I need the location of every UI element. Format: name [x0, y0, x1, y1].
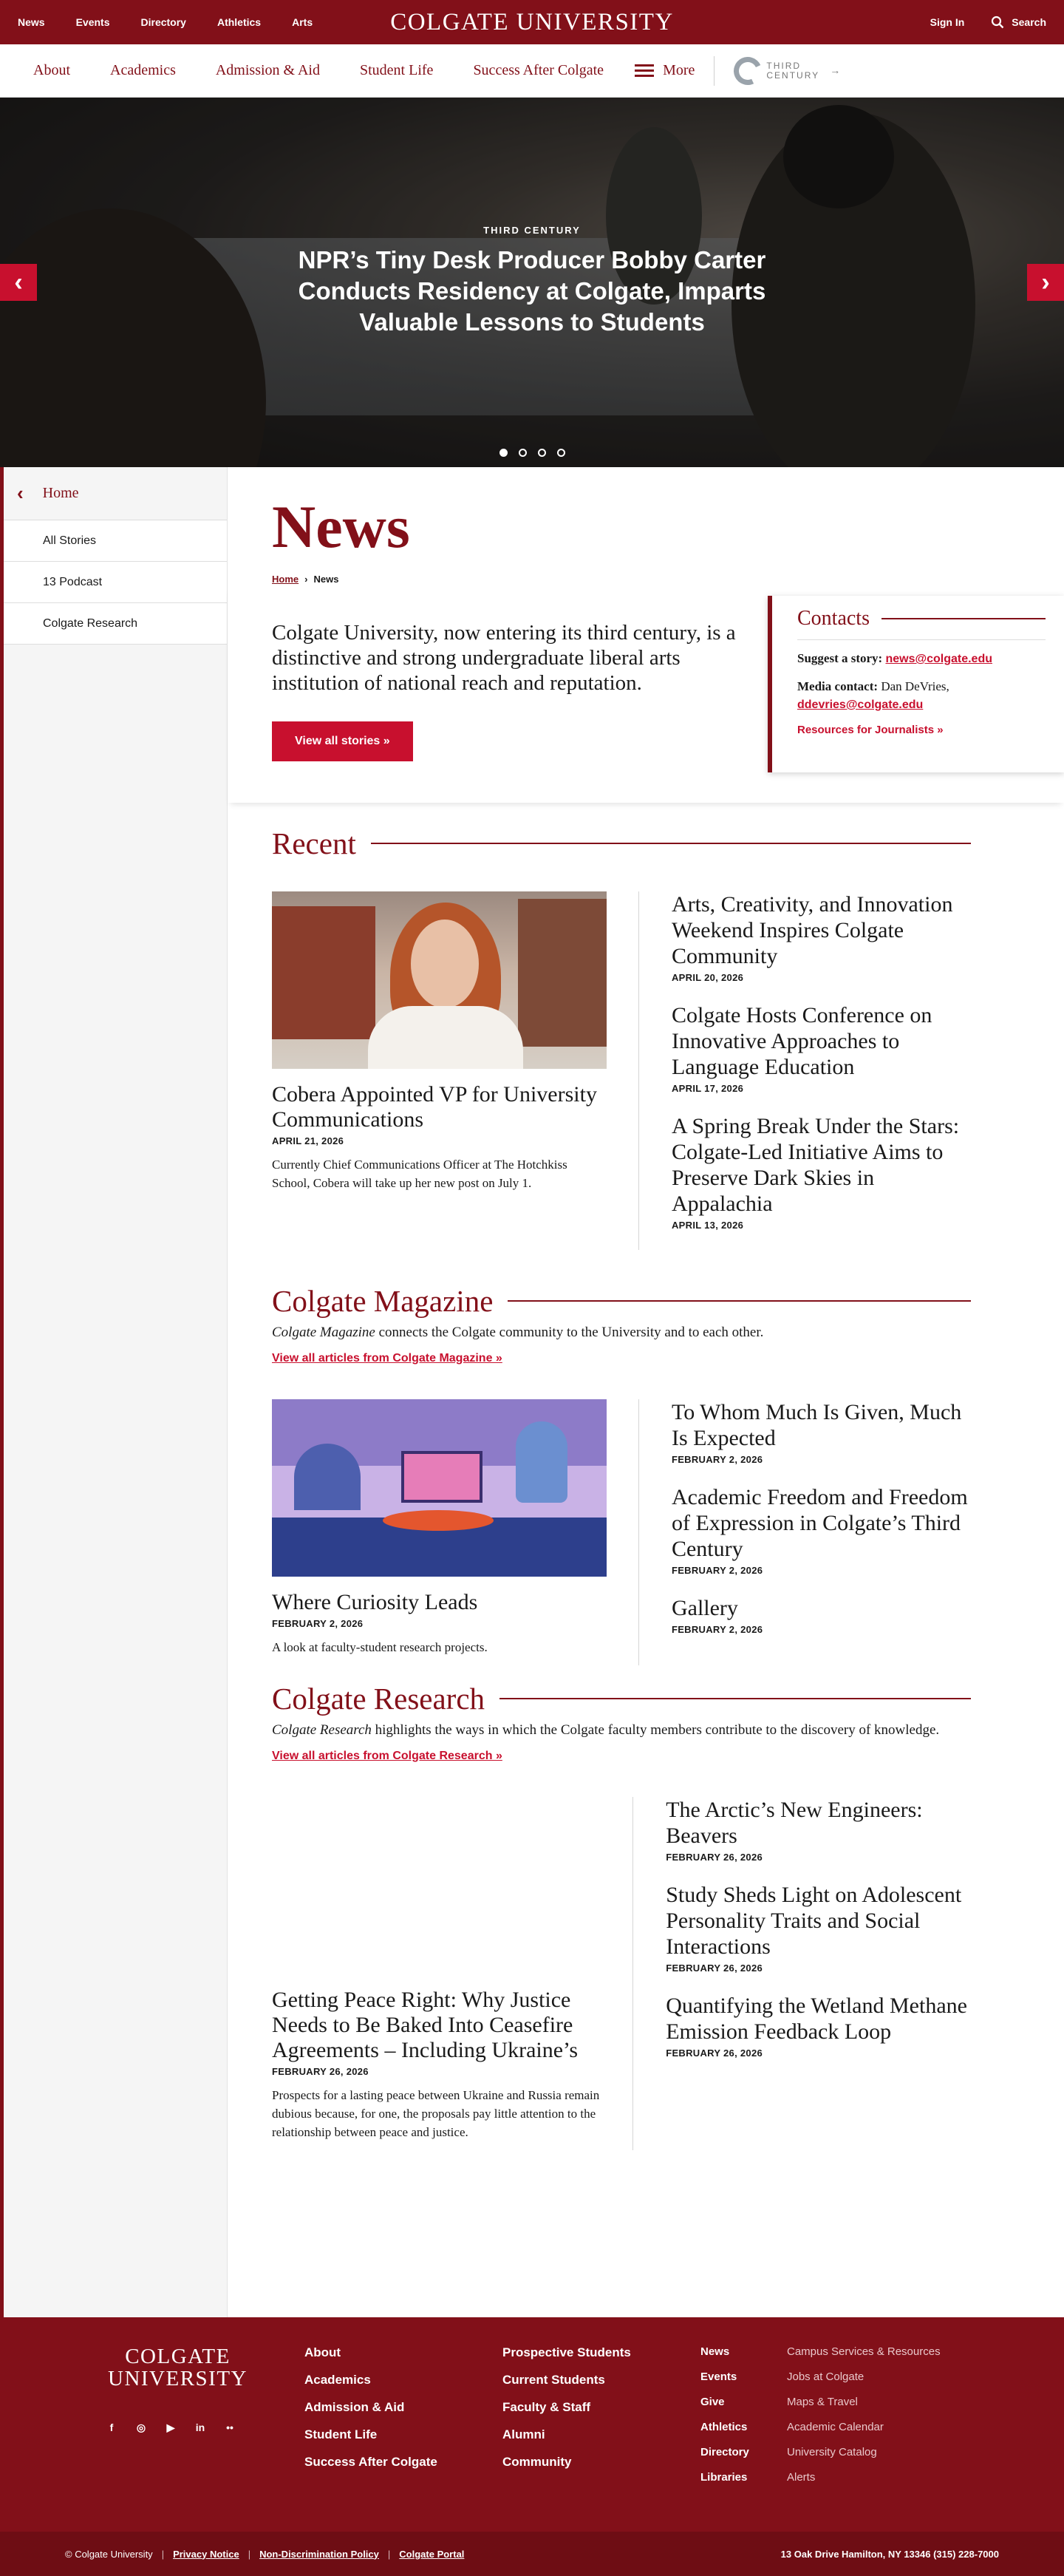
resources-journalists-link[interactable]: Resources for Journalists »	[797, 724, 944, 736]
nav-academics[interactable]: Academics	[110, 62, 176, 78]
intro-text: Colgate University, now entering its third century, is a distinctive and strong undergraduate liberal arts institution of national reach and reputation.	[272, 621, 736, 695]
recent-feature-story[interactable]	[272, 891, 607, 1250]
main-nav	[0, 44, 1064, 98]
story-date: FEBRUARY 2, 2026	[671, 1624, 763, 1635]
nav-about[interactable]: About	[33, 62, 70, 78]
research-view-all-link[interactable]: View all articles from Colgate Research »	[272, 1750, 502, 1762]
footer-link[interactable]: University Catalog	[787, 2446, 877, 2458]
footer-link[interactable]: Give	[700, 2396, 725, 2408]
magazine-feature-story[interactable]	[272, 1399, 607, 1665]
list-item[interactable]	[672, 1595, 971, 1635]
footer-link[interactable]: Maps & Travel	[787, 2396, 858, 2408]
story-title[interactable]: Quantifying the Wetland Methane Emission Feedback Loop	[666, 1994, 967, 2044]
story-date: FEBRUARY 26, 2026	[666, 1962, 763, 1974]
footer-col-4	[787, 2345, 941, 2496]
non-discrimination-link[interactable]: Non-Discrimination Policy	[259, 2548, 379, 2560]
hero-headline[interactable]: NPR’s Tiny Desk Producer Bobby Carter Conducts Residency at Colgate, Imparts Valuable Lessons to Students	[298, 246, 766, 336]
youtube-icon[interactable]: ▶	[166, 2421, 175, 2433]
recent-story-list	[672, 891, 971, 1250]
magazine-description: Colgate Magazine connects the Colgate community to the University and to each other.	[272, 1325, 764, 1340]
legal-separator: |	[387, 2548, 391, 2560]
utility-link-events[interactable]: Events	[75, 16, 110, 28]
contacts-divider	[797, 639, 1046, 640]
arrow-right-icon: →	[830, 64, 842, 77]
legal-separator: |	[248, 2548, 251, 2560]
sidebar-item-13-podcast[interactable]: 13 Podcast	[4, 562, 227, 603]
list-item[interactable]	[672, 1399, 971, 1465]
feature-title[interactable]: Where Curiosity Leads	[272, 1590, 478, 1614]
chevron-right-icon: ›	[1041, 268, 1050, 296]
research-feature-story[interactable]	[272, 1797, 601, 2150]
breadcrumb-home[interactable]: Home	[272, 574, 299, 585]
footer-link[interactable]: Academics	[304, 2373, 371, 2387]
footer-link[interactable]: Current Students	[502, 2373, 605, 2387]
research-section	[228, 1665, 971, 2195]
story-title[interactable]: The Arctic’s New Engineers: Beavers	[666, 1798, 923, 1848]
third-century-logo[interactable]	[734, 57, 842, 85]
footer-link[interactable]: Campus Services & Resources	[787, 2345, 941, 2358]
suggest-email-link[interactable]: news@colgate.edu	[885, 653, 992, 665]
sidebar-list	[4, 520, 227, 645]
footer-link[interactable]: Alumni	[502, 2427, 545, 2441]
section-sidebar	[0, 467, 228, 2317]
sidebar-home-link[interactable]	[4, 467, 227, 520]
feature-summary: Prospects for a lasting peace between Ukraine and Russia remain dubious because, for one, the proposals pay little attention to the relationship between peace and justice.	[272, 2088, 600, 2139]
hero-carousel	[0, 98, 1064, 467]
story-date: APRIL 20, 2026	[671, 972, 744, 983]
footer-col-3	[700, 2345, 749, 2496]
carousel-dot[interactable]	[499, 449, 508, 457]
story-title[interactable]: Gallery	[671, 1596, 738, 1620]
utility-link-news[interactable]: News	[18, 16, 45, 28]
list-item[interactable]	[672, 1484, 971, 1576]
magazine-title: Colgate Magazine	[272, 1284, 494, 1318]
footer-link[interactable]: Events	[700, 2371, 737, 2383]
menu-icon	[635, 64, 654, 77]
list-item[interactable]	[672, 891, 971, 983]
breadcrumb-current: News	[313, 574, 339, 585]
footer-link[interactable]: Libraries	[700, 2471, 748, 2484]
media-label: Media contact:	[797, 679, 879, 693]
third-century-text: THIRD CENTURY	[766, 60, 820, 81]
feature-date: APRIL 21, 2026	[272, 1135, 344, 1146]
third-century-ring-icon	[730, 52, 766, 89]
footer-link[interactable]: Directory	[700, 2446, 749, 2458]
instagram-icon[interactable]: ◎	[136, 2421, 146, 2433]
magazine-story-list	[672, 1399, 971, 1665]
sidebar-home-label: Home	[42, 485, 79, 501]
story-date: APRIL 13, 2026	[671, 1220, 744, 1231]
story-date: FEBRUARY 2, 2026	[671, 1565, 763, 1576]
footer-link[interactable]: About	[304, 2345, 341, 2359]
research-description: Colgate Research highlights the ways in which the Colgate faculty members contribute to the discovery of knowledge.	[272, 1722, 940, 1738]
carousel-dot[interactable]	[519, 449, 527, 457]
media-name: Dan DeVries,	[881, 679, 949, 693]
footer-link[interactable]: Success After Colgate	[304, 2455, 437, 2469]
feature-date: FEBRUARY 26, 2026	[272, 2066, 369, 2077]
footer-col-2	[502, 2345, 631, 2482]
story-title[interactable]: Arts, Creativity, and Innovation Weekend Inspires Colgate Community	[671, 892, 953, 968]
column-divider	[638, 891, 639, 1250]
feature-photo	[272, 891, 607, 1069]
research-grid	[272, 1797, 971, 2150]
search-icon	[991, 16, 1004, 29]
nav-more-button[interactable]	[635, 62, 695, 79]
feature-title[interactable]: Cobera Appointed VP for University Communications	[272, 1082, 597, 1132]
recent-grid	[272, 891, 971, 1250]
feature-summary: Currently Chief Communications Officer at The Hotchkiss School, Cobera will take up her new post on July 1.	[272, 1158, 567, 1190]
story-date: FEBRUARY 26, 2026	[666, 1852, 763, 1863]
suggest-label: Suggest a story:	[797, 651, 883, 665]
sign-in-link[interactable]: Sign In	[930, 16, 965, 28]
chevron-left-icon: ‹	[14, 268, 23, 296]
footer-link[interactable]: Alerts	[787, 2471, 816, 2484]
story-title[interactable]: Study Sheds Light on Adolescent Personality Traits and Social Interactions	[666, 1883, 962, 1959]
nav-more-label: More	[663, 62, 695, 78]
main-content	[228, 467, 1064, 2317]
nav-divider	[714, 56, 715, 86]
research-story-list	[666, 1797, 971, 2150]
chevron-left-icon: ‹	[17, 482, 24, 504]
sidebar-item-all-stories[interactable]: All Stories	[4, 520, 227, 562]
flickr-icon[interactable]: ••	[226, 2422, 233, 2433]
page-title: News	[272, 493, 410, 560]
search-button[interactable]	[991, 16, 1046, 29]
footer-link[interactable]: Academic Calendar	[787, 2421, 884, 2433]
breadcrumb	[272, 574, 1064, 585]
list-item[interactable]	[666, 1797, 971, 1863]
contacts-heading: Contacts	[797, 607, 1064, 631]
story-date: APRIL 17, 2026	[671, 1083, 744, 1094]
story-title[interactable]: A Spring Break Under the Stars: Colgate-Led Initiative Aims to Preserve Dark Skies in Appalachia	[671, 1114, 960, 1216]
list-item[interactable]	[666, 1993, 971, 2059]
utility-links	[18, 16, 313, 28]
magazine-view-all-link[interactable]: View all articles from Colgate Magazine »	[272, 1352, 502, 1365]
linkedin-icon[interactable]: in	[195, 2422, 205, 2433]
recent-section	[228, 803, 971, 1250]
feature-title[interactable]: Getting Peace Right: Why Justice Needs to Be Baked Into Ceasefire Agreements – Including Ukraine’s	[272, 1988, 579, 2062]
carousel-dot[interactable]	[557, 449, 565, 457]
site-footer	[0, 2317, 1064, 2532]
legal-separator: |	[161, 2548, 165, 2560]
feature-summary: A look at faculty-student research projects.	[272, 1640, 488, 1654]
magazine-grid	[272, 1399, 971, 1665]
research-heading	[272, 1680, 971, 1717]
column-divider	[632, 1797, 633, 2150]
list-item[interactable]	[666, 1882, 971, 1974]
footer-logo[interactable]: COLGATE UNIVERSITY	[108, 2345, 248, 2390]
view-all-stories-button[interactable]: View all stories »	[272, 721, 413, 761]
story-title[interactable]: Academic Freedom and Freedom of Expression in Colgate’s Third Century	[671, 1485, 968, 1561]
feature-illustration	[272, 1399, 607, 1577]
colgate-portal-link[interactable]: Colgate Portal	[399, 2548, 465, 2560]
footer-link[interactable]: Community	[502, 2455, 572, 2469]
media-email-link[interactable]: ddevries@colgate.edu	[797, 699, 924, 711]
nav-admission-aid[interactable]: Admission & Aid	[215, 62, 320, 78]
recent-heading	[272, 825, 971, 862]
intro-band	[228, 585, 1064, 803]
hero-caption	[0, 225, 1064, 338]
utility-bar	[0, 0, 1064, 44]
sidebar-item-colgate-research[interactable]: Colgate Research	[4, 603, 227, 645]
nav-success-after-colgate[interactable]: Success After Colgate	[473, 62, 604, 78]
contacts-card	[768, 596, 1064, 772]
utility-link-directory[interactable]: Directory	[140, 16, 186, 28]
magazine-heading	[272, 1282, 971, 1319]
carousel-prev-button[interactable]	[0, 264, 37, 301]
search-label: Search	[1012, 16, 1046, 28]
research-title: Colgate Research	[272, 1682, 485, 1716]
recent-title: Recent	[272, 826, 356, 860]
story-date: FEBRUARY 26, 2026	[666, 2047, 763, 2059]
intro-left	[228, 585, 745, 803]
footer-link[interactable]: News	[700, 2345, 730, 2358]
privacy-notice-link[interactable]: Privacy Notice	[173, 2548, 239, 2560]
page-header	[228, 467, 1064, 585]
media-contact	[797, 678, 1048, 714]
social-links	[103, 2419, 238, 2436]
feature-date: FEBRUARY 2, 2026	[272, 1618, 364, 1629]
utility-link-arts[interactable]: Arts	[292, 16, 313, 28]
facebook-icon[interactable]: f	[109, 2422, 114, 2433]
hero-eyebrow: THIRD CENTURY	[483, 225, 581, 236]
legal-bar	[0, 2532, 1064, 2576]
magazine-section	[228, 1250, 971, 1665]
story-title[interactable]: To Whom Much Is Given, Much Is Expected	[671, 1400, 962, 1450]
footer-link[interactable]: Jobs at Colgate	[787, 2371, 864, 2383]
copyright: © Colgate University	[65, 2548, 153, 2560]
utility-link-athletics[interactable]: Athletics	[216, 16, 262, 28]
footer-link[interactable]: Prospective Students	[502, 2345, 631, 2359]
breadcrumb-separator: ›	[304, 574, 308, 585]
carousel-dots	[0, 449, 1064, 457]
carousel-next-button[interactable]	[1027, 264, 1064, 301]
story-title[interactable]: Colgate Hosts Conference on Innovative Approaches to Language Education	[671, 1003, 932, 1079]
footer-link[interactable]: Faculty & Staff	[502, 2400, 591, 2414]
column-divider	[638, 1399, 639, 1665]
footer-link[interactable]: Athletics	[700, 2421, 748, 2433]
story-date: FEBRUARY 2, 2026	[671, 1454, 763, 1465]
footer-link[interactable]: Student Life	[304, 2427, 378, 2441]
footer-col-1	[304, 2345, 437, 2482]
nav-student-life[interactable]: Student Life	[360, 62, 434, 78]
page-layout	[0, 467, 1064, 2317]
list-item[interactable]	[672, 1002, 971, 1094]
suggest-story	[797, 650, 1048, 668]
list-item[interactable]	[672, 1113, 971, 1231]
carousel-dot[interactable]	[538, 449, 546, 457]
footer-address: 13 Oak Drive Hamilton, NY 13346 (315) 228-7000	[780, 2548, 999, 2560]
brand-wordmark[interactable]: COLGATE UNIVERSITY	[390, 8, 674, 35]
footer-link[interactable]: Admission & Aid	[304, 2400, 405, 2414]
